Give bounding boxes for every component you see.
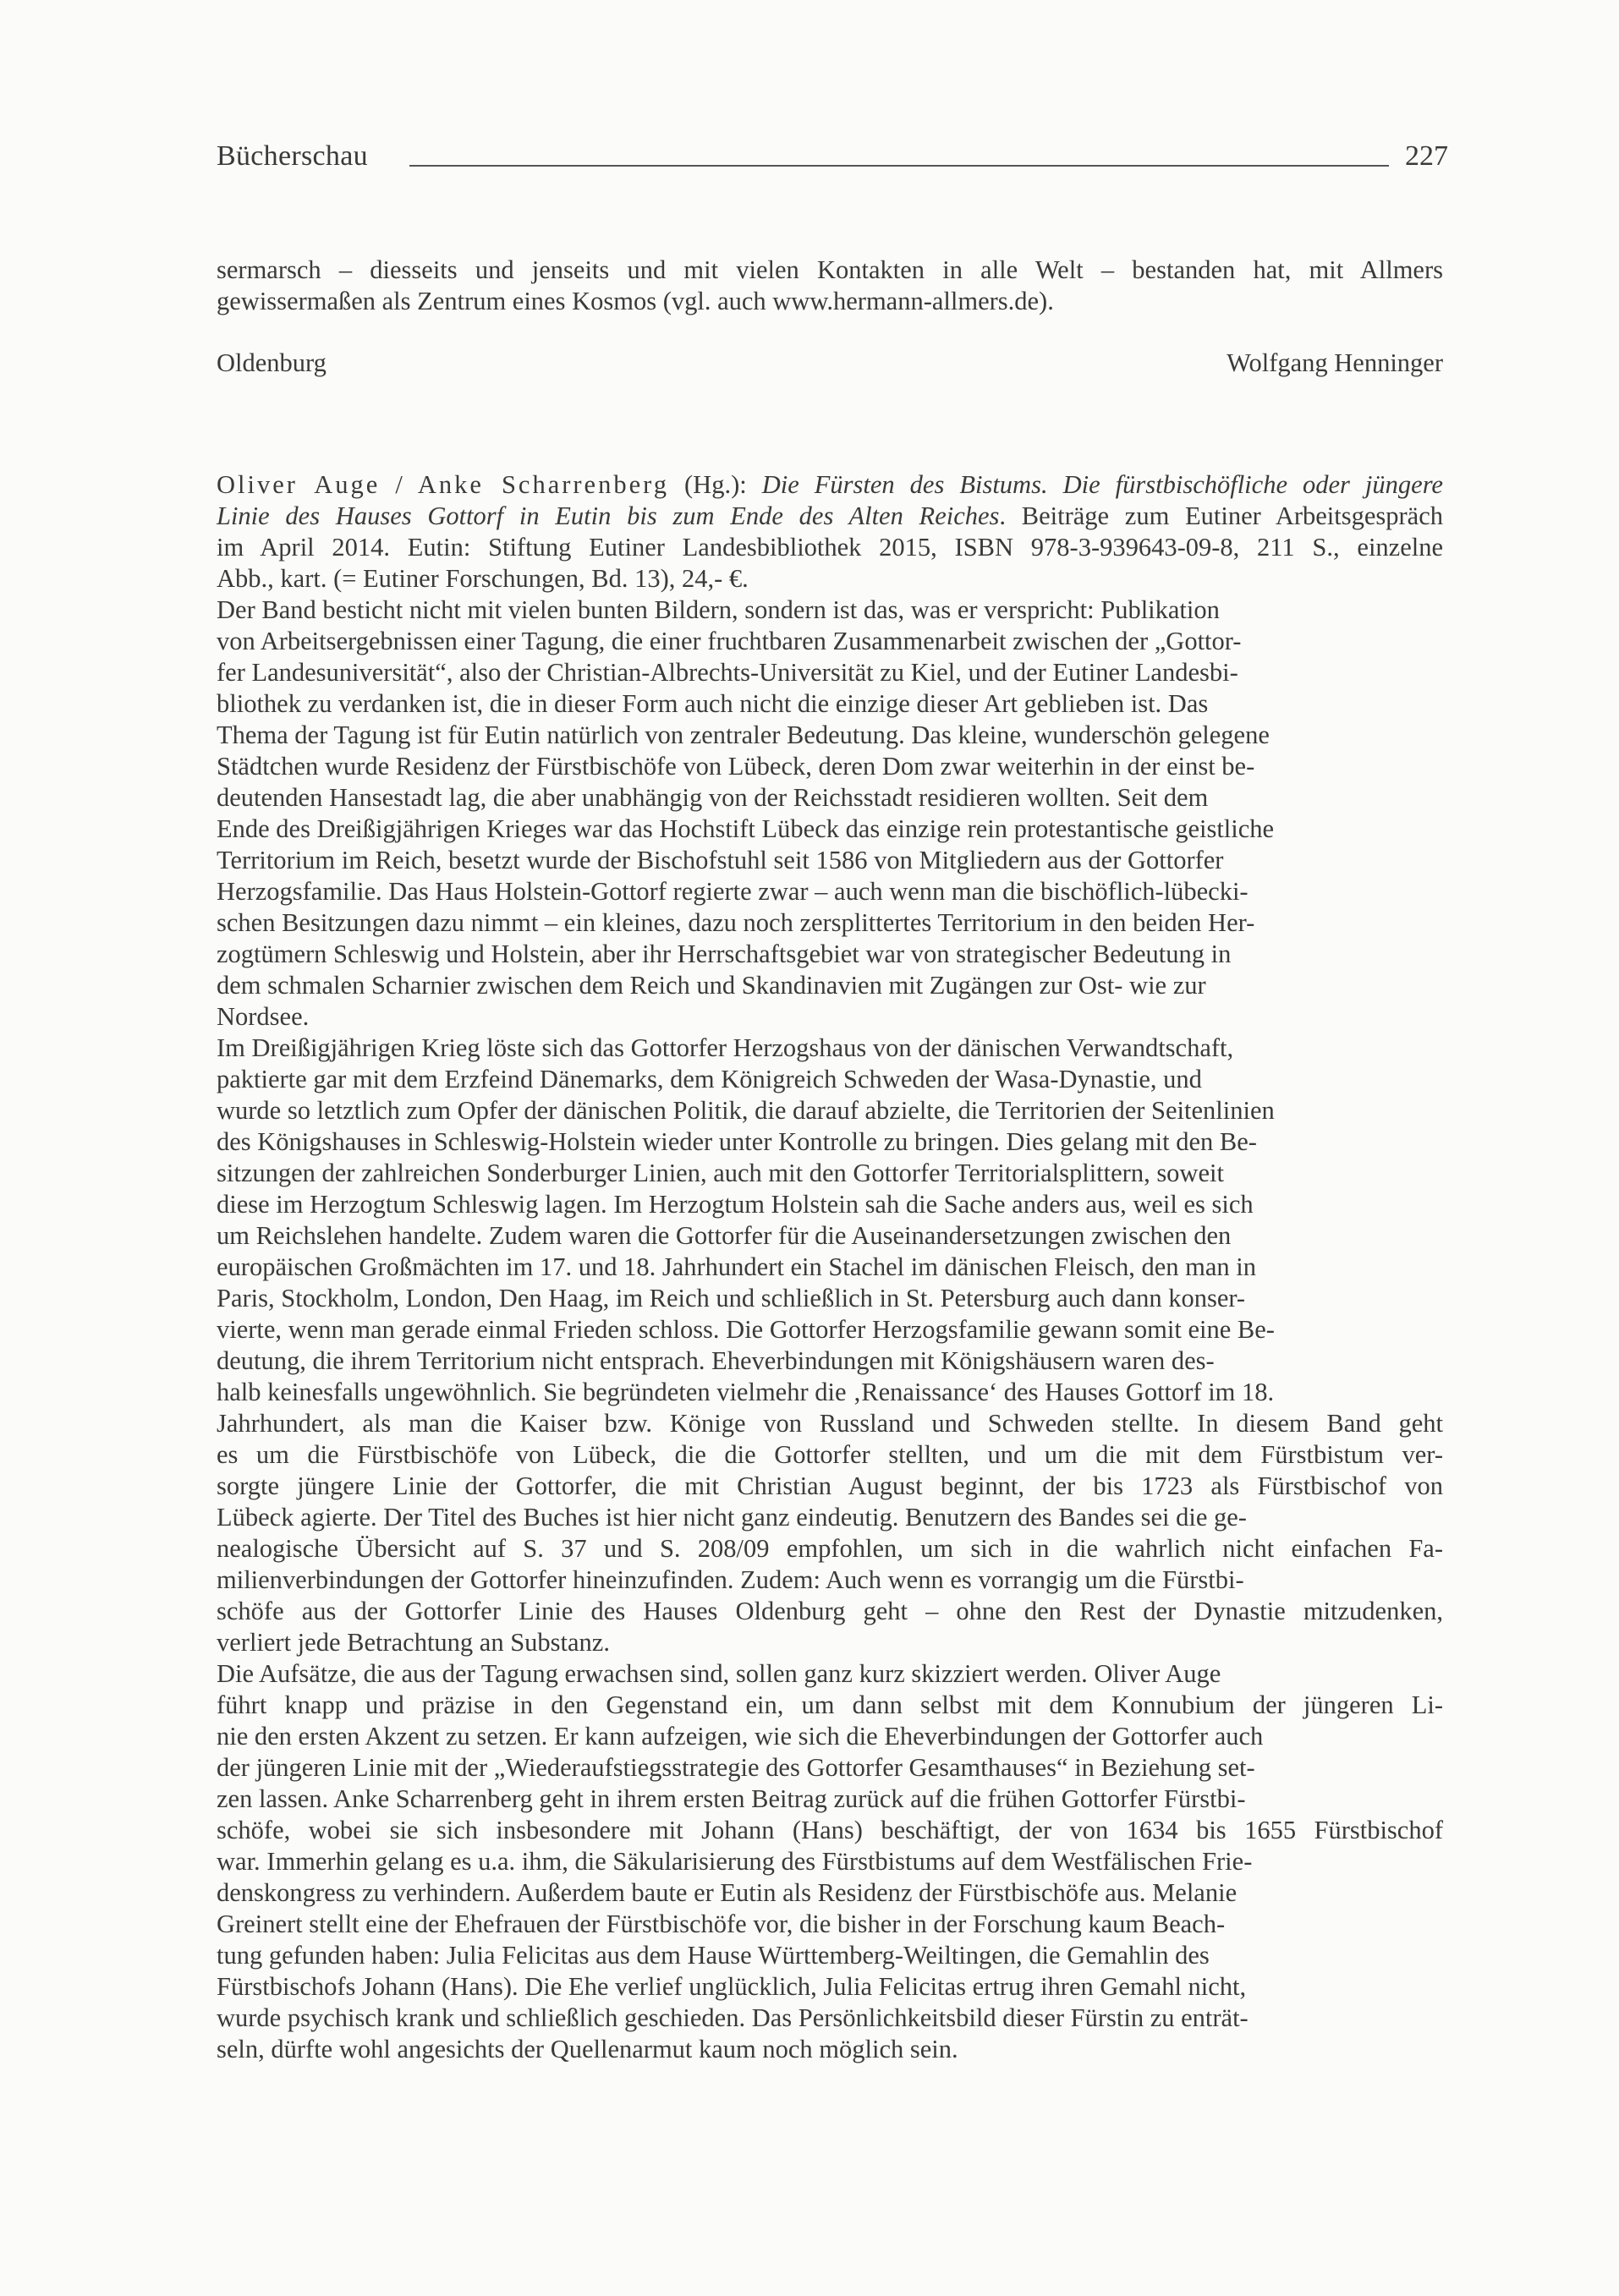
text-line: Die Aufsätze, die aus der Tagung erwachsen sind, sollen ganz kurz skizziert werden. Oliver Auge	[217, 1659, 1221, 1688]
text-line: paktierte gar mit dem Erzfeind Dänemarks, dem Königreich Schweden der Wasa-Dynastie, und	[217, 1065, 1202, 1093]
text-line: gewissermaßen als Zentrum eines Kosmos (vgl. auch www.hermann-allmers.de).	[217, 287, 1054, 315]
text-line: Territorium im Reich, besetzt wurde der Bischofstuhl seit 1586 von Mitgliedern aus der Gottorfer	[217, 846, 1224, 874]
text-line: der jüngeren Linie mit der „Wiederaufstiegsstrategie des Gottorfer Gesamthauses“ in Beziehung set-	[217, 1753, 1255, 1782]
text-line: europäischen Großmächten im 17. und 18. Jahrhundert ein Stachel im dänischen Fleisch, den man in	[217, 1252, 1257, 1281]
citation-series: . Beiträge zum Eutiner Arbeitsgespräch	[999, 501, 1443, 530]
text-line: fer Landesuniversität“, also der Christian-Albrechts-Universität zu Kiel, und der Eutiner Landesbi-	[217, 658, 1238, 687]
text-line: führt knapp und präzise in den Gegenstand ein, um dann selbst mit dem Konnubium der jüngeren Li-	[217, 1690, 1443, 1719]
text-line: vierte, wenn man gerade einmal Frieden schloss. Die Gottorfer Herzogsfamilie gewann somit eine Be-	[217, 1315, 1275, 1344]
text-line: Herzogsfamilie. Das Haus Holstein-Gottorf regierte zwar – auch wenn man die bischöflich-lübecki-	[217, 877, 1249, 906]
text-line: diese im Herzogtum Schleswig lagen. Im Herzogtum Holstein sah die Sache anders aus, weil es sich	[217, 1190, 1254, 1219]
citation-line	[217, 469, 1443, 501]
citation-title: Die Fürsten des Bistums. Die fürstbischöfliche oder jüngere	[761, 470, 1443, 499]
text-line: schöfe, wobei sie sich insbesondere mit Johann (Hans) beschäftigt, der von 1634 bis 1655 Fürstbischof	[217, 1816, 1443, 1844]
text-line: deutenden Hansestadt lag, die aber unabhängig von der Reichsstadt residieren wollten. Seit dem	[217, 783, 1209, 812]
text-line: sitzungen der zahlreichen Sonderburger Linien, auch mit den Gottorfer Territorialsplittern, soweit	[217, 1159, 1224, 1187]
text-line: wurde psychisch krank und schließlich geschieden. Das Persönlichkeitsbild dieser Fürstin zu enträt-	[217, 2003, 1249, 2032]
text-line: Lübeck agierte. Der Titel des Buches ist hier nicht ganz eindeutig. Benutzern des Bandes sei die ge-	[217, 1503, 1247, 1532]
text-line: von Arbeitsergebnissen einer Tagung, die einer fruchtbaren Zusammenarbeit zwischen der „Gottor-	[217, 627, 1242, 655]
citation-editor-note: (Hg.):	[668, 470, 762, 499]
text-line: milienverbindungen der Gottorfer hineinzufinden. Zudem: Auch wenn es vorrangig um die Fürstbi-	[217, 1565, 1244, 1594]
running-head-title: Bücherschau	[217, 140, 368, 172]
text-line: Jahrhundert, als man die Kaiser bzw. Könige von Russland und Schweden stellte. In diesem Band geht	[217, 1409, 1443, 1438]
text-line: denskongress zu verhindern. Außerdem baute er Eutin als Residenz der Fürstbischöfe aus. Melanie	[217, 1878, 1238, 1907]
text-line: war. Immerhin gelang es u.a. ihm, die Säkularisierung des Fürstbistums auf dem Westfälischen Frie-	[217, 1847, 1253, 1876]
text-line: zen lassen. Anke Scharrenberg geht in ihrem ersten Beitrag zurück auf die frühen Gottorfer Fürstbi-	[217, 1784, 1246, 1813]
reviewer-name: Wolfgang Henninger	[1227, 348, 1443, 377]
citation-line: im April 2014. Eutin: Stiftung Eutiner Landesbibliothek 2015, ISBN 978-3-939643-09-8, 211 S., einzelne	[217, 533, 1443, 562]
text-line: des Königshauses in Schleswig-Holstein wieder unter Kontrolle zu bringen. Dies gelang mit den Be-	[217, 1127, 1257, 1156]
paragraph	[217, 595, 1443, 1033]
book-citation	[217, 469, 1443, 595]
text-line: nealogische Übersicht auf S. 37 und S. 208/09 empfohlen, um sich in die wahrlich nicht einfachen Fa-	[217, 1534, 1443, 1563]
running-header	[217, 140, 1448, 183]
text-line: sorgte jüngere Linie der Gottorfer, die mit Christian August beginnt, der bis 1723 als Fürstbischof von	[217, 1471, 1443, 1500]
text-line: es um die Fürstbischöfe von Lübeck, die die Gottorfer stellten, und um die mit dem Fürstbistum ver-	[217, 1440, 1443, 1469]
text-line: halb keinesfalls ungewöhnlich. Sie begründeten vielmehr die ‚Renaissance‘ des Hauses Gottorf im 18.	[217, 1378, 1275, 1406]
text-line: verliert jede Betrachtung an Substanz.	[217, 1628, 610, 1657]
paragraph	[217, 1033, 1443, 1658]
text-line: Nordsee.	[217, 1002, 310, 1031]
text-line: Fürstbischofs Johann (Hans). Die Ehe verlief unglücklich, Julia Felicitas ertrug ihren Gemahl nicht,	[217, 1972, 1247, 2001]
text-line: Ende des Dreißigjährigen Krieges war das Hochstift Lübeck das einzige rein protestantische geistliche	[217, 814, 1275, 843]
citation-author: Anke Scharrenberg	[417, 470, 669, 499]
text-line: Städtchen wurde Residenz der Fürstbischöfe von Lübeck, deren Dom zwar weiterhin in der einst be-	[217, 752, 1255, 781]
text-line: dem schmalen Scharnier zwischen dem Reich und Skandinavien mit Zugängen zur Ost- wie zur	[217, 971, 1206, 1000]
text-line: bliothek zu verdanken ist, die in dieser Form auch nicht die einzige dieser Art geblieben ist. Das	[217, 689, 1209, 718]
header-rule	[409, 165, 1389, 167]
text-line: zogtümern Schleswig und Holstein, aber ihr Herrschaftsgebiet war von strategischer Bedeutung in	[217, 940, 1232, 968]
citation-author: Oliver Auge	[217, 470, 381, 499]
text-line: schöfe aus der Gottorfer Linie des Hauses Oldenburg geht – ohne den Rest der Dynastie mitzudenken,	[217, 1597, 1443, 1625]
text-line: Paris, Stockholm, London, Den Haag, im Reich und schließlich in St. Petersburg auch dann konser-	[217, 1284, 1246, 1312]
review-signature	[217, 348, 1443, 382]
text-line: seln, dürfte wohl angesichts der Quellenarmut kaum noch möglich sein.	[217, 2035, 958, 2063]
text-line: schen Besitzungen dazu nimmt – ein kleines, dazu noch zersplittertes Territorium in den beiden Her-	[217, 908, 1255, 937]
paragraph	[217, 1658, 1443, 2065]
text-line: Im Dreißigjährigen Krieg löste sich das Gottorfer Herzogshaus von der dänischen Verwandtschaft,	[217, 1033, 1234, 1062]
text-line: Greinert stellt eine der Ehefrauen der Fürstbischöfe vor, die bisher in der Forschung kaum Beach-	[217, 1910, 1226, 1938]
text-line: Thema der Tagung ist für Eutin natürlich von zentraler Bedeutung. Das kleine, wunderschön gelegene	[217, 721, 1270, 749]
page-number: 227	[1405, 140, 1448, 172]
text-line: um Reichslehen handelte. Zudem waren die Gottorfer für die Auseinandersetzungen zwischen den	[217, 1221, 1232, 1250]
citation-separator: /	[380, 470, 418, 499]
review-body	[217, 595, 1443, 2065]
citation-title: Linie des Hauses Gottorf in Eutin bis zum Ende des Alten Reiches	[217, 501, 1000, 530]
citation-line	[217, 501, 1443, 532]
text-line: sermarsch – diesseits und jenseits und mit vielen Kontakten in alle Welt – bestanden hat, mit Allmers	[217, 255, 1443, 284]
previous-review-ending	[217, 255, 1443, 317]
text-line: wurde so letztlich zum Opfer der dänischen Politik, die darauf abzielte, die Territorien der Seitenlinien	[217, 1096, 1275, 1125]
text-line: nie den ersten Akzent zu setzen. Er kann aufzeigen, wie sich die Eheverbindungen der Gottorfer auch	[217, 1722, 1264, 1751]
text-line: Der Band besticht nicht mit vielen bunten Bildern, sondern ist das, was er verspricht: Publikation	[217, 595, 1220, 624]
citation-line: Abb., kart. (= Eutiner Forschungen, Bd. 13), 24,- €.	[217, 564, 749, 593]
text-line: tung gefunden haben: Julia Felicitas aus dem Hause Württemberg-Weiltingen, die Gemahlin des	[217, 1941, 1210, 1970]
text-line: deutung, die ihrem Territorium nicht entsprach. Eheverbindungen mit Königshäusern waren des-	[217, 1346, 1215, 1375]
reviewer-place: Oldenburg	[217, 348, 327, 377]
